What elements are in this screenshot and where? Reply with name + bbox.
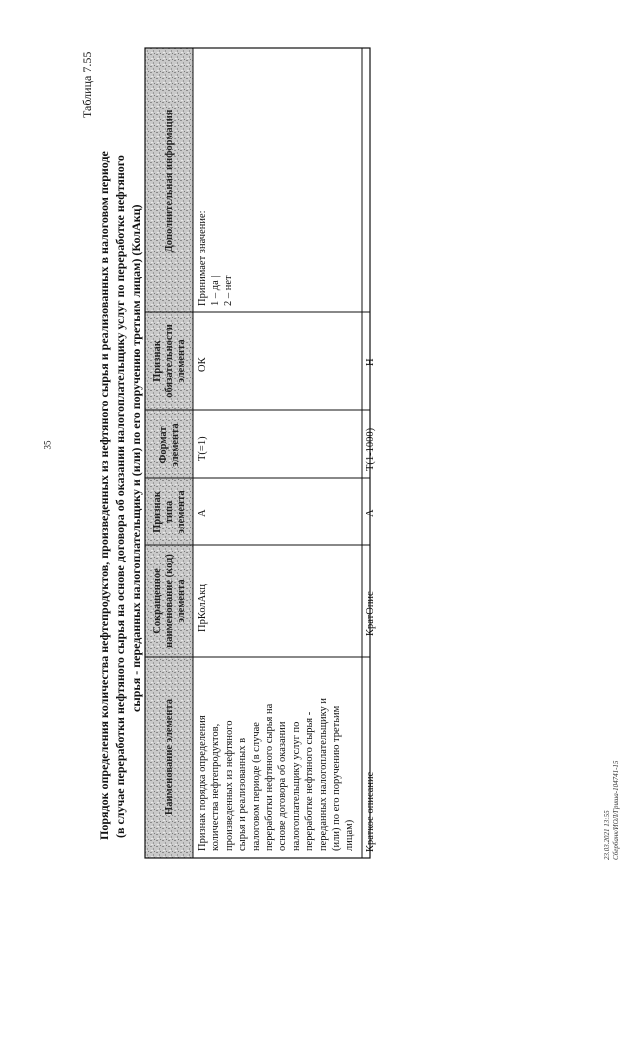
row1-name-line: количества нефтепродуктов, <box>210 723 222 851</box>
row1-name-line: налогоплательщику услуг по <box>290 721 302 851</box>
row2-name: Краткое описание <box>365 771 376 852</box>
row1-info-line: 1 – да | <box>210 275 221 306</box>
stamp-line-2: Сбербанк/ИОЛ/Гриша-104741-15 <box>612 760 620 860</box>
header-info: Дополнительная информация <box>163 109 175 253</box>
title-line-1: Порядок определения количества нефтепродуктов, произведенных из нефтяного сырья и реализованных в налоговом периоде <box>97 151 111 840</box>
row1-type: А <box>197 509 208 517</box>
header-name: Наименование элемента <box>163 699 175 815</box>
row1-format: Т(=1) <box>197 436 208 461</box>
stamp-line-1: 23.03.2021 13:55 <box>603 810 611 860</box>
header-format: Формат элемента <box>157 423 181 467</box>
row2-required: Н <box>365 358 376 366</box>
row1-name-line: лицам) <box>344 819 356 851</box>
row1-info-line: Принимает значение: <box>197 210 208 306</box>
title-line-3: сырья - переданных налогоплательщику и (или) по его поручению третьим лицам) (КолАкц) <box>129 204 143 712</box>
row1-name-line: Признак порядка определения <box>197 715 208 851</box>
header-required: Признак обязательности элемента <box>151 324 188 398</box>
row1-name-line: произведенных из нефтяного <box>223 720 235 851</box>
row1-required: ОК <box>197 357 208 372</box>
table-label: Таблица 7.55 <box>80 51 94 118</box>
row1-info-line: 2 – нет <box>223 275 234 306</box>
row1-name-line: переработке нефтяного сырья - <box>304 711 316 851</box>
row1-name-line: переработки нефтяного сырья на <box>264 703 276 851</box>
header-code: Сокращенное наименование (код) элемента <box>151 554 188 648</box>
row2-code: КратОпис <box>365 591 376 636</box>
row1-code: ПрКолАкц <box>197 584 208 632</box>
row2-format: Т(1-1000) <box>365 427 376 471</box>
row1-name-line: переданных налогоплательщику и <box>317 697 329 851</box>
row1-name-line: (или) по его поручению третьим <box>331 705 343 851</box>
row1-name-line: налоговом периоде (в случае <box>250 722 262 851</box>
header-type: Признак типа элемента <box>151 490 188 534</box>
row1-info <box>196 210 256 438</box>
row1-name <box>196 697 362 1045</box>
page-number: 35 <box>42 440 53 450</box>
row1-name-line: сырья и реализованных в <box>237 737 249 851</box>
title-line-2: (в случае переработки нефтяного сырья на основе договора об оказании налогоплательщику услуг по переработке нефтяного <box>113 155 127 838</box>
row2-type: А <box>365 509 376 517</box>
row1-name-line: основе договора об оказании <box>277 721 289 851</box>
